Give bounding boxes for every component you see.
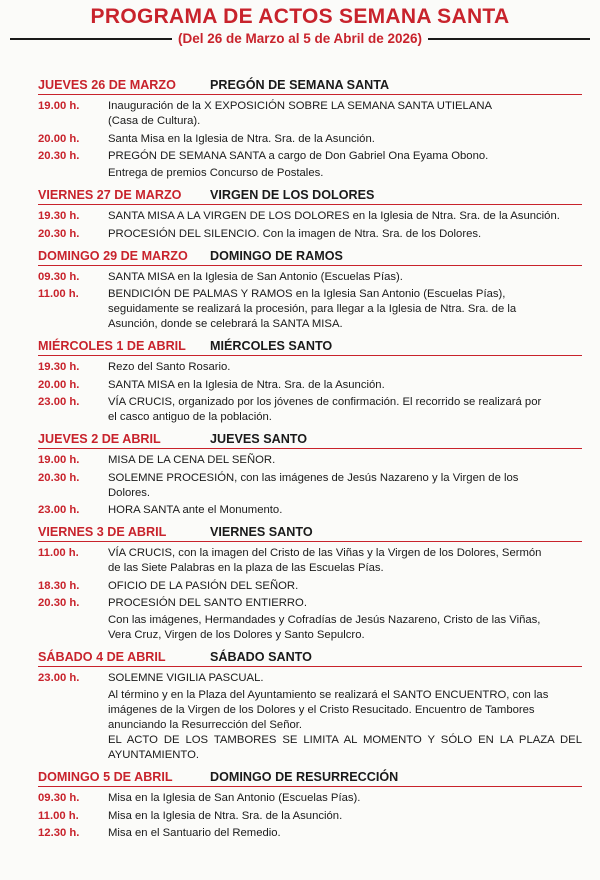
- day-name: JUEVES SANTO: [210, 432, 308, 446]
- event-description: [108, 395, 582, 425]
- event-text-line: SANTA MISA A LA VIRGEN DE LOS DOLORES en la Iglesia de Ntra. Sra. de la Asunción.: [108, 210, 560, 222]
- event-text-line: Asunción, donde se celebrará la SANTA MISA.: [108, 318, 343, 330]
- event-time: 20.30 h.: [38, 597, 80, 609]
- event-description: [108, 132, 582, 147]
- event-note-line: Vera Cruz, Virgen de los Dolores y Santo Sepulcro.: [108, 629, 365, 641]
- event-description: [108, 579, 582, 594]
- event-entry: [38, 132, 582, 147]
- event-note-line: imágenes de la Virgen de los Dolores y el Cristo Resucitado. Encuentro de Tambores: [108, 704, 535, 716]
- day-heading: [38, 525, 582, 542]
- event-time: 11.00 h.: [38, 547, 79, 559]
- event-entry: [38, 360, 582, 375]
- event-entry: [38, 503, 582, 518]
- event-text-line: PROCESIÓN DEL SANTO ENTIERRO.: [108, 597, 307, 609]
- event-entry: [38, 270, 582, 285]
- page-subtitle: (Del 26 de Marzo al 5 de Abril de 2026): [177, 31, 423, 46]
- event-time: 23.00 h.: [38, 672, 80, 684]
- page-title: PROGRAMA DE ACTOS SEMANA SANTA: [90, 5, 510, 28]
- day-name: DOMINGO DE RESURRECCIÓN: [210, 770, 399, 784]
- event-note-line: EL ACTO DE LOS TAMBORES SE LIMITA AL MOMENTO Y SÓLO EN LA PLAZA DEL AYUNTAMIENTO.: [108, 734, 582, 761]
- event-entry: [38, 826, 582, 841]
- event-text-line: seguidamente se realizará la procesión, para llegar a la Iglesia de Ntra. Sra. de la: [108, 303, 517, 315]
- event-text-line: HORA SANTA ante el Monumento.: [108, 504, 283, 516]
- event-text-line: SOLEMNE PROCESIÓN, con las imágenes de Jesús Nazareno y la Virgen de los: [108, 471, 519, 484]
- event-time: 23.00 h.: [38, 504, 80, 516]
- day-name: VIRGEN DE LOS DOLORES: [210, 188, 375, 202]
- event-description: [108, 149, 582, 181]
- event-text-line: Santa Misa en la Iglesia de Ntra. Sra. de la Asunción.: [108, 132, 375, 145]
- event-text-line: Rezo del Santo Rosario.: [108, 361, 231, 373]
- program-day-section: [38, 249, 582, 333]
- event-entry: [38, 99, 582, 129]
- event-time: 20.00 h.: [38, 378, 80, 391]
- event-time: 20.30 h.: [38, 471, 80, 484]
- event-entry: [38, 546, 582, 576]
- event-entry: [38, 453, 582, 468]
- event-time: 09.30 h.: [38, 792, 80, 804]
- event-entry: [38, 395, 582, 425]
- event-description: [108, 471, 582, 501]
- event-time: 20.00 h.: [38, 132, 80, 145]
- event-description: [108, 99, 582, 129]
- program-day-section: [38, 78, 582, 181]
- event-time: 20.30 h.: [38, 150, 80, 162]
- event-text-line: Misa en la Iglesia de Ntra. Sra. de la Asunción.: [108, 809, 343, 822]
- day-name: SÁBADO SANTO: [210, 650, 312, 664]
- event-time: 19.00 h.: [38, 454, 80, 466]
- event-text-line: Inauguración de la X EXPOSICIÓN SOBRE LA SEMANA SANTA UTIELANA: [108, 100, 493, 112]
- event-text-line: Dolores.: [108, 486, 151, 499]
- day-heading: [38, 78, 582, 95]
- day-name: DOMINGO DE RAMOS: [210, 248, 343, 263]
- day-date: DOMINGO 29 DE MARZO: [38, 248, 188, 263]
- event-time: 20.30 h.: [38, 227, 80, 240]
- day-heading: [38, 249, 582, 266]
- event-entry: [38, 596, 582, 643]
- event-note-line: Al término y en la Plaza del Ayuntamiento se realizará el SANTO ENCUENTRO, con las: [108, 689, 549, 701]
- day-name: MIÉRCOLES SANTO: [210, 339, 333, 353]
- event-text-line: PREGÓN DE SEMANA SANTA a cargo de Don Gabriel Ona Eyama Obono.: [108, 150, 489, 162]
- event-time: 19.30 h.: [38, 210, 80, 222]
- event-time: 23.00 h.: [38, 396, 80, 408]
- event-text-line: VÍA CRUCIS, organizado por los jóvenes de confirmación. El recorrido se realizará por: [108, 396, 542, 408]
- event-text-line: OFICIO DE LA PASIÓN DEL SEÑOR.: [108, 579, 299, 592]
- subtitle-rule-right: [428, 38, 590, 40]
- program-day-section: [38, 432, 582, 518]
- event-note-line: Entrega de premios Concurso de Postales.: [108, 167, 324, 179]
- day-date: MIÉRCOLES 1 DE ABRIL: [38, 339, 186, 353]
- event-text-line: MISA DE LA CENA DEL SEÑOR.: [108, 454, 276, 466]
- subtitle-rule-left: [10, 38, 172, 40]
- event-text-line: de las Siete Palabras en la plaza de las Escuelas Pías.: [108, 562, 384, 574]
- event-description: [108, 809, 582, 824]
- day-heading: [38, 188, 582, 205]
- program-day-section: [38, 525, 582, 643]
- event-text-line: PROCESIÓN DEL SILENCIO. Con la imagen de Ntra. Sra. de los Dolores.: [108, 227, 482, 240]
- event-time: 09.30 h.: [38, 270, 80, 283]
- event-description: [108, 378, 582, 393]
- day-name: PREGÓN DE SEMANA SANTA: [210, 78, 390, 92]
- event-entry: [38, 809, 582, 824]
- event-text-line: Misa en la Iglesia de San Antonio (Escuelas Pías).: [108, 792, 361, 804]
- event-text-line: SANTA MISA en la Iglesia de San Antonio (Escuelas Pías).: [108, 270, 403, 283]
- event-time: 19.00 h.: [38, 100, 80, 112]
- event-time: 11.00 h.: [38, 809, 79, 822]
- event-description: [108, 287, 582, 332]
- event-text-line: SANTA MISA en la Iglesia de Ntra. Sra. de la Asunción.: [108, 378, 385, 391]
- event-time: 18.30 h.: [38, 579, 80, 592]
- event-description: [108, 671, 582, 763]
- event-description: [108, 453, 582, 468]
- event-entry: [38, 209, 582, 224]
- day-date: JUEVES 26 DE MARZO: [38, 78, 176, 92]
- event-entry: [38, 791, 582, 806]
- program-day-section: [38, 339, 582, 425]
- event-time: 19.30 h.: [38, 361, 80, 373]
- program-day-section: [38, 188, 582, 242]
- day-heading: [38, 650, 582, 667]
- event-entry: [38, 227, 582, 242]
- event-entry: [38, 287, 582, 332]
- program-day-section: [38, 650, 582, 763]
- day-date: SÁBADO 4 DE ABRIL: [38, 650, 166, 664]
- day-date: JUEVES 2 DE ABRIL: [38, 432, 161, 446]
- event-description: [108, 791, 582, 806]
- event-description: [108, 270, 582, 285]
- event-description: [108, 503, 582, 518]
- event-text-line: el casco antiguo de la población.: [108, 411, 272, 423]
- event-text-line: Misa en el Santuario del Remedio.: [108, 827, 281, 839]
- page-header: [0, 0, 600, 48]
- event-description: [108, 546, 582, 576]
- event-text-line: VÍA CRUCIS, con la imagen del Cristo de las Viñas y la Virgen de los Dolores, Sermón: [108, 547, 542, 559]
- event-entry: [38, 378, 582, 393]
- program-day-section: [38, 770, 582, 841]
- event-entry: [38, 149, 582, 181]
- day-date: VIERNES 3 DE ABRIL: [38, 525, 167, 539]
- day-heading: [38, 770, 582, 787]
- event-time: 12.30 h.: [38, 827, 80, 839]
- event-description: [108, 227, 582, 242]
- program-list: [38, 78, 582, 848]
- subtitle-row: [10, 30, 590, 48]
- day-heading: [38, 432, 582, 449]
- event-description: [108, 596, 582, 643]
- event-description: [108, 826, 582, 841]
- event-entry: [38, 471, 582, 501]
- event-text-line: BENDICIÓN DE PALMAS Y RAMOS en la Iglesia San Antonio (Escuelas Pías),: [108, 288, 506, 300]
- event-time: 11.00 h.: [38, 288, 79, 300]
- event-text-line: (Casa de Cultura).: [108, 115, 201, 127]
- event-description: [108, 209, 582, 224]
- event-entry: [38, 579, 582, 594]
- day-date: VIERNES 27 DE MARZO: [38, 188, 182, 202]
- event-note-line: Con las imágenes, Hermandades y Cofradías de Jesús Nazareno, Cristo de las Viñas,: [108, 614, 541, 626]
- day-name: VIERNES SANTO: [210, 525, 313, 539]
- event-text-line: SOLEMNE VIGILIA PASCUAL.: [108, 672, 264, 684]
- event-entry: [38, 671, 582, 763]
- day-date: DOMINGO 5 DE ABRIL: [38, 770, 173, 784]
- event-description: [108, 360, 582, 375]
- event-note-line: anunciando la Resurrección del Señor.: [108, 719, 303, 731]
- day-heading: [38, 339, 582, 356]
